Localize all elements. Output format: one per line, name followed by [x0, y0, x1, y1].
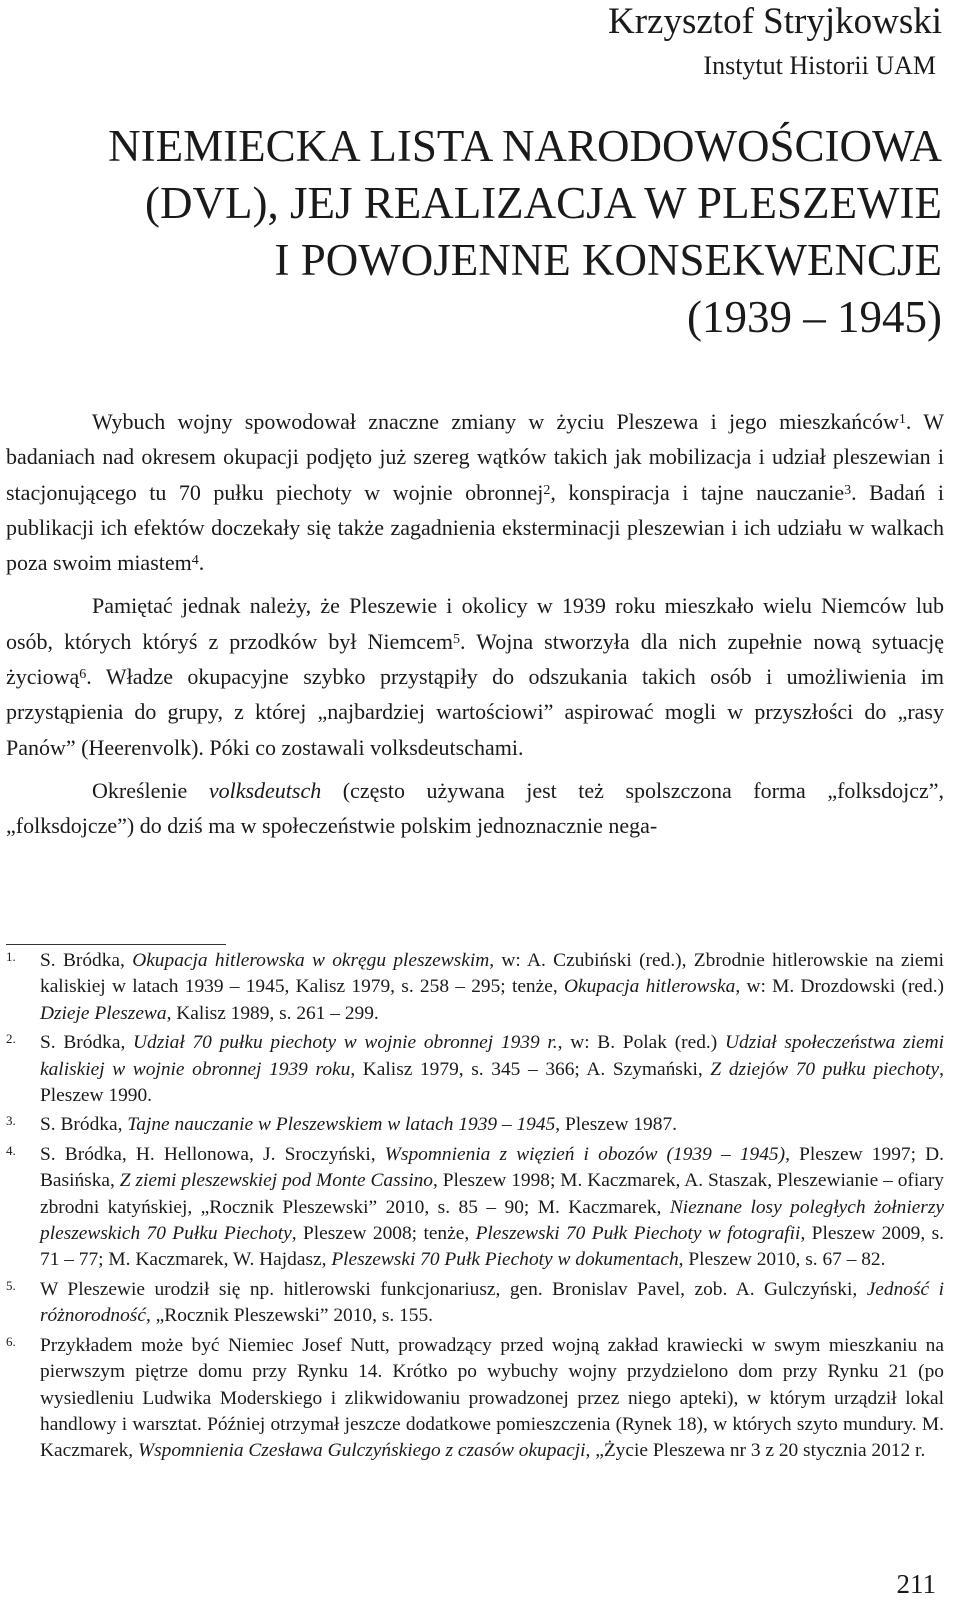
italic-text: Z dziejów 70 pułku piechoty — [710, 1058, 940, 1080]
footnote-ref: 3 — [844, 482, 852, 498]
footnote-number: 1. — [6, 949, 16, 964]
text-run: , „Rocznik Pleszewski” 2010, s. 155. — [145, 1305, 433, 1327]
title-line: I POWOJENNE KONSEKWENCJE — [274, 235, 942, 285]
text-run: . — [198, 550, 205, 576]
italic-text: Pleszewski 70 Pułk Piechoty w dokumentach — [331, 1249, 679, 1271]
footnote-ref: 5 — [453, 631, 461, 647]
footnote — [6, 948, 944, 1027]
italic-text: Okupacja hitlerowska w okręgu pleszewskim — [132, 950, 490, 971]
footnote-number: 3. — [6, 1113, 16, 1129]
text-run: , w: M. Drozdowski (red.) — [735, 976, 945, 998]
text-run: . Badań i publikacji ich efektów doczekały się także zagadnienia eksterminacji pleszewian i ich udziału w walkach poza swoim miastem — [6, 479, 944, 576]
footnote-text — [40, 1144, 944, 1271]
italic-text: Udział społeczeństwa ziemi kaliskiej w wojnie obronnej 1939 roku — [40, 1032, 944, 1080]
body-paragraph — [6, 773, 944, 844]
title-line: (DVL), JEJ REALIZACJA W PLESZEWIE — [144, 178, 942, 228]
title-line: (1939 – 1945) — [687, 292, 942, 342]
text-run: , w: B. Polak (red.) — [557, 1032, 725, 1054]
footnote-number: 2. — [6, 1031, 16, 1047]
footnote-text — [40, 950, 944, 1024]
text-run: S. Bródka, — [40, 950, 133, 971]
footnote-text — [40, 1114, 677, 1135]
footnote-text — [40, 1032, 944, 1106]
text-run: W Pleszewie urodził się np. hitlerowski funkcjonariusz, gen. Bronislav Pavel, zob. A. Gulczyński, — [40, 1278, 867, 1300]
footnote — [6, 1030, 944, 1109]
footnote-ref: 2 — [543, 482, 551, 498]
italic-text: Pleszewski 70 Pułk Piechoty w fotografii — [475, 1223, 801, 1245]
italic-text: Nieznane losy poległych żołnierzy pleszewskich 70 Pułku Piechoty — [40, 1196, 945, 1245]
text-run: . W badaniach nad okresem okupacji podjęto już szereg wątków takich jak mobilizacja i udział pleszewian i stacjonującego tu 70 pułku piechoty w wojnie obronnej — [6, 409, 945, 505]
italic-text: Z ziemi pleszewskiej pod Monte Cassino — [119, 1170, 433, 1192]
text-run: , „Życie Pleszewa nr 3 z 20 stycznia 2012 r. — [585, 1440, 926, 1462]
text-run: Pamiętać jednak należy, że Pleszewie i okolicy w 1939 roku mieszkało wielu Niemców lub osób, których któryś z przodków był Niemcem — [6, 593, 944, 654]
text-run: , konspiracja i tajne nauczanie — [550, 479, 845, 505]
text-run: , Pleszew 1997; D. Basińska, — [40, 1143, 944, 1192]
footnote-text — [40, 1335, 944, 1462]
italic-text: Okupacja hitlerowska — [563, 976, 736, 998]
text-run: , Pleszew 2010, s. 67 – 82. — [678, 1249, 886, 1271]
footnote-divider — [6, 944, 226, 945]
article-body — [6, 404, 944, 852]
body-paragraph — [6, 404, 944, 580]
text-run: Wybuch wojny spowodował znaczne zmiany w życiu Pleszewa i jego mieszkańców — [92, 409, 899, 434]
italic-text: Wspomnienia Czesława Gulczyńskiego z czasów okupacji — [137, 1440, 586, 1462]
text-run: . Wojna stworzyła dla nich zupełnie nową sytuację życiową — [6, 628, 944, 690]
italic-text: Tajne nauczanie w Pleszewskiem w latach 1939 – 1945 — [127, 1114, 556, 1136]
text-run: , w: A. Czubiński (red.), Zbrodnie hitlerowskie na ziemi kaliskiej w latach 1939 – 1945, Kalisz 1979, s. 258 – 295; tenże, — [40, 950, 945, 998]
page-number: 211 — [896, 1569, 936, 1599]
body-paragraph — [6, 588, 944, 764]
text-run: S. Bródka, — [40, 1032, 134, 1054]
text-run: (często używana jest też spolszczona forma „folksdojcz”, „folksdojcze”) do dziś ma w społeczeństwie polskim jednoznacznie nega- — [6, 777, 944, 839]
title-line: NIEMIECKA LISTA NARODOWOŚCIOWA — [108, 121, 942, 171]
footnote — [6, 1112, 944, 1138]
italic-text: Wspomnienia z więzień i obozów (1939 – 1945) — [384, 1143, 786, 1165]
italic-text: volksdeutsch — [208, 777, 322, 803]
footnote-ref: 4 — [191, 553, 199, 569]
text-run: , Kalisz 1979, s. 345 – 366; A. Szymański, — [350, 1058, 711, 1080]
footnote-text — [40, 1279, 944, 1326]
footnote-ref: 1 — [898, 412, 906, 427]
author-affiliation: Instytut Historii UAM — [703, 51, 936, 80]
text-run: Określenie — [92, 777, 209, 803]
text-run: , Kalisz 1989, s. 261 – 299. — [166, 1002, 379, 1024]
footnote — [6, 1333, 944, 1465]
text-run: S. Bródka, — [40, 1114, 128, 1136]
italic-text: Jedność i różnorodność — [40, 1278, 945, 1327]
footnote-number: 5. — [6, 1277, 16, 1293]
footnotes — [6, 948, 944, 1468]
footnote-number: 6. — [6, 1333, 16, 1349]
text-run: . Władze okupacyjne szybko przystąpiły do odszukania takich osób i umożliwienia im przystąpienia do grupy, z której „najbardziej wartościowi” aspirować mogli w przyszłości do „rasy Panów” (Heerenvolk). Póki co zostawali volksdeutschami. — [6, 664, 944, 760]
text-run: , Pleszew 1987. — [555, 1114, 677, 1136]
author-name: Krzysztof Stryjkowski — [608, 1, 942, 42]
footnote-ref: 6 — [79, 667, 87, 683]
footnote — [6, 1142, 944, 1274]
article-title — [22, 118, 942, 346]
text-run: Przykładem może być Niemiec Josef Nutt, prowadzący przed wojną zakład krawiecki w swym mieszkaniu na pierwszym piętrze domu przy Rynku 14. Krótko po wybuchy wojny przydzielono dom przy Rynku 21 (po wysiedleniu Ludwika Moderskiego i zlikwidowaniu prowadzonej przez niego apteki), w którym urządził lokal handlowy i warsztat. Później otrzymał jeszcze dodatkowe pomieszczenia (Rynek 18), w których szyto mundury. M. Kaczmarek, — [40, 1334, 944, 1462]
footnote — [6, 1277, 944, 1330]
text-run: , Pleszew 2008; tenże, — [291, 1223, 476, 1245]
footnote-number: 4. — [6, 1142, 16, 1158]
text-run: , Pleszew 2009, s. 71 – 77; M. Kaczmarek, W. Hajdasz, — [40, 1223, 944, 1271]
italic-text: Dzieje Pleszewa — [40, 1002, 167, 1024]
text-run: , Pleszew 1998; M. Kaczmarek, A. Staszak, Pleszewianie – ofiary zbrodni katyńskiej, „Rocznik Pleszewski” 2010, s. 85 – 90; M. Kaczmarek, — [40, 1170, 944, 1218]
text-run: S. Bródka, H. Hellonowa, J. Sroczyński, — [40, 1143, 385, 1165]
text-run: , Pleszew 1990. — [40, 1058, 945, 1107]
italic-text: Udział 70 pułku piechoty w wojnie obronnej 1939 r. — [133, 1032, 558, 1054]
